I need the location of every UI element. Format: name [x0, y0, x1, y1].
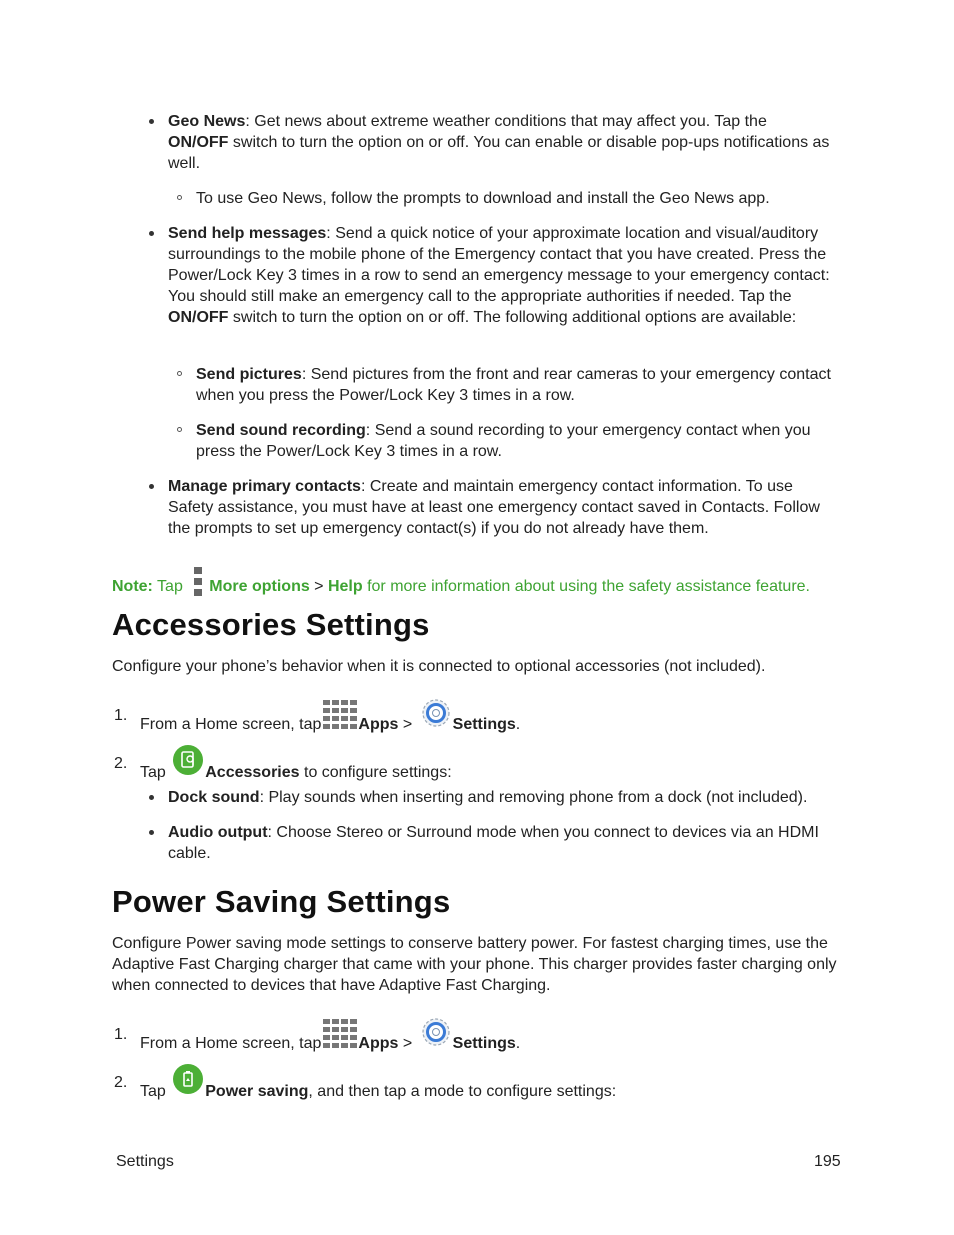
accessories-intro: Configure your phone’s behavior when it is connected to optional accessories (not included).	[112, 658, 766, 675]
footer-section: Settings	[116, 1153, 174, 1170]
accessories-icon	[173, 745, 203, 775]
send-help-label: Send help messages	[168, 225, 327, 242]
more-options-icon	[193, 567, 203, 597]
audio-output-item: Audio output: Choose Stereo or Surround mode when you connect to devices via an HDMI cable.	[152, 822, 842, 864]
manage-contacts-label: Manage primary contacts	[168, 478, 361, 495]
accessories-heading: Accessories Settings	[112, 607, 430, 642]
geo-news-item: Geo News: Get news about extreme weather conditions that may affect you. Tap the ON/OFF switch to turn the option on or off. You can enable or disable pop-ups notifications as well.	[152, 111, 842, 174]
dock-sound-item: Dock sound: Play sounds when inserting and removing phone from a dock (not included).	[152, 787, 842, 808]
apps-grid-icon	[323, 1019, 357, 1049]
power-saving-heading: Power Saving Settings	[112, 884, 451, 919]
settings-gear-icon	[421, 1017, 451, 1047]
send-pictures-item: Send pictures: Send pictures from the front and rear cameras to your emergency contact when you press the Power/Lock Key 3 times in a row.	[180, 364, 842, 406]
power-saving-intro: Configure Power saving mode settings to conserve battery power. For fastest charging times, use the Adaptive Fast Charging charger that came with your phone. This charger provides faster charging only when connected to devices that have Adaptive Fast Charging.	[112, 935, 837, 994]
apps-grid-icon	[323, 700, 357, 730]
page-number: 195	[814, 1153, 841, 1170]
note: Note: Tap More options > Help for more information about using the safety assistance feature.	[112, 567, 852, 597]
send-help-item: Send help messages: Send a quick notice of your approximate location and visual/auditory surroundings to the mobile phone of the Emergency contact that you have created. Press the Power/Lock Key 3 times in a row to send an emergency message to your emergency contact: You should still make an emergency call to the appropriate authorities if needed. Tap the ON/OFF switch to turn the option on or off. The following additional options are available:	[152, 223, 842, 328]
settings-gear-icon	[421, 698, 451, 728]
power-saving-icon	[173, 1064, 203, 1094]
send-sound-item: Send sound recording: Send a sound recording to your emergency contact when you press the Power/Lock Key 3 times in a row.	[180, 420, 842, 462]
manage-contacts-item: Manage primary contacts: Create and maintain emergency contact information. To use Safety assistance, you must have at least one emergency contact saved in Contacts. Follow the prompts to set up emergency contact(s) if you do not already have them.	[152, 476, 842, 539]
geo-news-label: Geo News	[168, 113, 246, 130]
geo-news-subitem: To use Geo News, follow the prompts to download and install the Geo News app.	[180, 188, 842, 209]
